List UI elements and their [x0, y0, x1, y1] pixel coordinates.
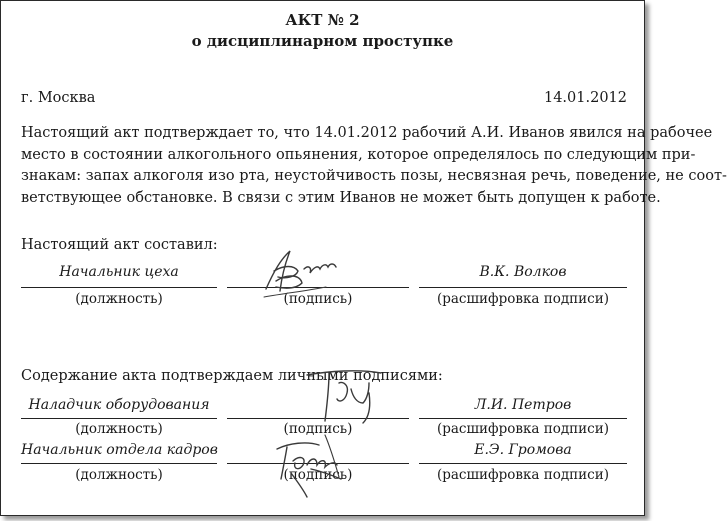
handwritten-signature-icon	[263, 429, 363, 501]
handwritten-signature-icon	[256, 241, 356, 301]
position-caption: (должность)	[75, 421, 163, 437]
name-caption: (расшифровка подписи)	[436, 291, 610, 307]
name-line	[419, 287, 627, 288]
signature-caption: (подпись)	[283, 421, 353, 437]
position-caption: (должность)	[75, 291, 163, 307]
name-caption: (расшифровка подписи)	[436, 467, 610, 483]
name-line	[419, 418, 627, 419]
body-line: знакам: запах алкоголя изо рта, неустойчивость позы, несвязная речь, поведение, не соот-	[21, 168, 727, 184]
document-title: АКТ № 2	[285, 11, 360, 29]
position-field: Начальник отдела кадров	[21, 442, 218, 458]
document-subtitle: о дисциплинарном проступке	[191, 32, 454, 50]
body-paragraph	[21, 123, 727, 209]
name-field: В.К. Волков	[479, 264, 567, 280]
name-field: Е.Э. Громова	[474, 442, 572, 458]
document-date: 14.01.2012	[543, 90, 627, 106]
position-caption: (должность)	[75, 467, 163, 483]
position-line	[21, 287, 217, 288]
compiled-by-label: Настоящий акт составил:	[21, 237, 218, 253]
name-field: Л.И. Петров	[474, 397, 572, 413]
confirmation-label: Содержание акта подтверждаем личными подписями:	[21, 368, 443, 384]
signature-caption: (подпись)	[283, 291, 353, 307]
name-line	[419, 463, 627, 464]
body-line: место в состоянии алкогольного опьянения, которое определялось по следующим при-	[21, 146, 696, 163]
position-field: Начальник цеха	[59, 264, 179, 280]
signature-caption: (подпись)	[283, 467, 353, 483]
body-line: ветствующее обстановке. В связи с этим Иванов не может быть допущен к работе.	[21, 189, 661, 206]
document-place: г. Москва	[21, 90, 96, 106]
handwritten-signature-icon	[299, 363, 389, 427]
body-line: Настоящий акт подтверждает то, что 14.01.2012 рабочий А.И. Иванов явился на рабочее	[21, 125, 713, 141]
name-caption: (расшифровка подписи)	[436, 421, 610, 437]
position-line	[21, 418, 217, 419]
position-line	[21, 463, 217, 464]
position-field: Наладчик оборудования	[28, 397, 210, 413]
